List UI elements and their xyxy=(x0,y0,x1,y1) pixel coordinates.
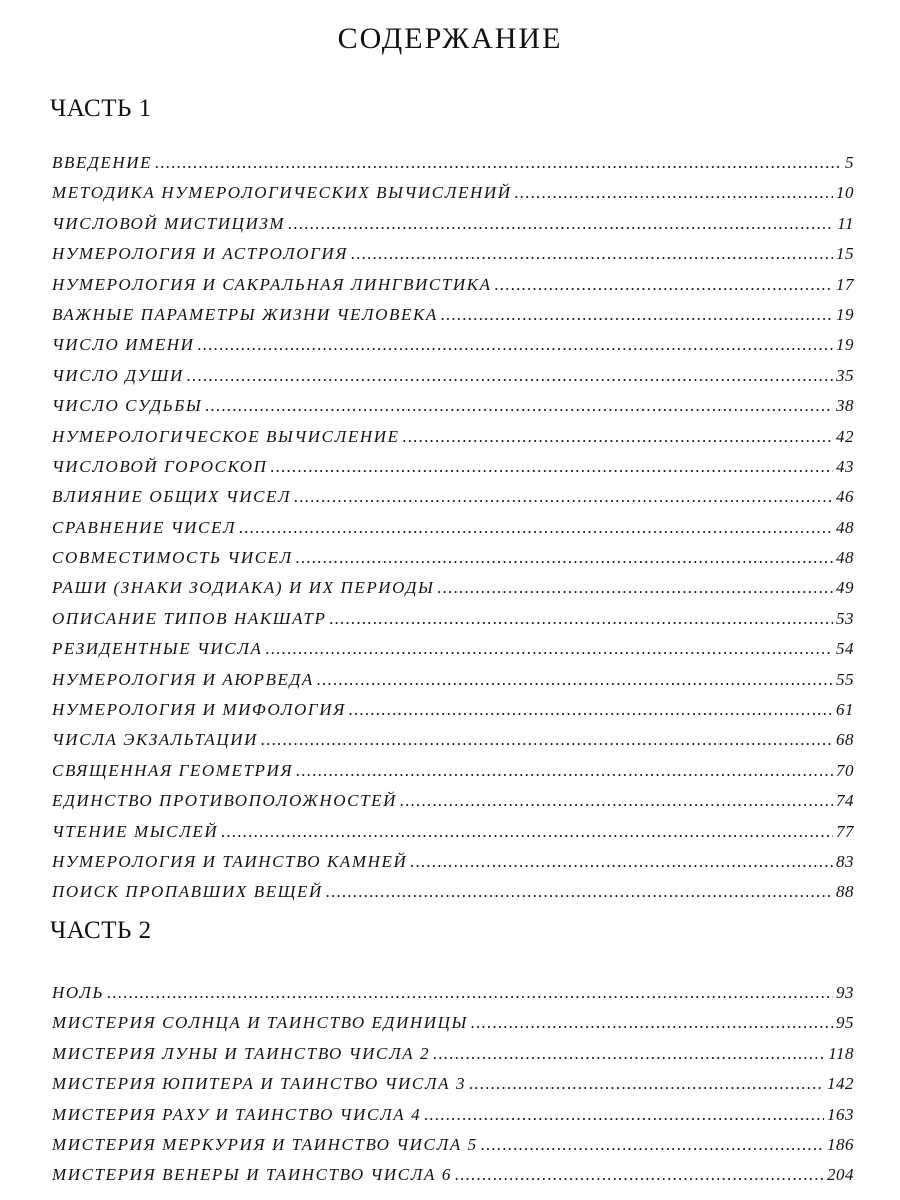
toc-entry-page-number: 77 xyxy=(836,821,854,841)
toc-entry[interactable] xyxy=(52,1074,854,1104)
toc-entry-page-number: 48 xyxy=(836,517,854,537)
toc-entry-page-number: 49 xyxy=(836,578,854,598)
toc-entry-page-number: 19 xyxy=(836,335,854,355)
dot-leader xyxy=(349,700,833,720)
toc-entry-page-number: 61 xyxy=(836,700,854,720)
toc-entry-title: ЧИСЛО СУДЬБЫ xyxy=(52,396,203,416)
toc-entry-page-number: 46 xyxy=(836,487,854,507)
toc-entry[interactable] xyxy=(52,1165,854,1195)
toc-entry[interactable] xyxy=(52,335,854,365)
toc-entry-title: ЕДИНСТВО ПРОТИВОПОЛОЖНОСТЕЙ xyxy=(52,791,398,811)
dot-leader xyxy=(403,427,833,447)
dot-leader xyxy=(266,639,833,659)
dot-leader xyxy=(471,1013,833,1033)
toc-entry[interactable] xyxy=(52,1135,854,1165)
dot-leader xyxy=(329,609,833,629)
toc-entry-page-number: 93 xyxy=(836,983,854,1002)
toc-entry-title: НУМЕРОЛОГИЯ И ТАИНСТВО КАМНЕЙ xyxy=(52,851,408,871)
toc-entry[interactable] xyxy=(52,183,854,213)
dot-leader xyxy=(455,1165,824,1185)
toc-entry-page-number: 142 xyxy=(827,1074,854,1094)
toc-entry-title: ЧТЕНИЕ МЫСЛЕЙ xyxy=(52,821,219,841)
toc-entry-title: ВЛИЯНИЕ ОБЩИХ ЧИСЕЛ xyxy=(52,487,292,507)
toc-entry-page-number: 19 xyxy=(836,304,854,324)
toc-entry[interactable] xyxy=(52,761,854,791)
toc-entry-title: СОВМЕСТИМОСТЬ ЧИСЕЛ xyxy=(52,548,293,568)
toc-entry-title: МИСТЕРИЯ РАХУ И ТАИНСТВО ЧИСЛА 4 xyxy=(52,1104,422,1124)
toc-entry[interactable] xyxy=(52,1013,854,1043)
toc-entry-title: НУМЕРОЛОГИЧЕСКОЕ ВЫЧИСЛЕНИЕ xyxy=(52,426,400,446)
toc-entry[interactable] xyxy=(52,791,854,821)
part-2-toc-list xyxy=(52,983,854,1196)
toc-entry-page-number: 17 xyxy=(836,274,854,294)
dot-leader xyxy=(239,518,833,538)
toc-entry[interactable] xyxy=(52,609,854,639)
toc-entry[interactable] xyxy=(52,244,854,274)
dot-leader xyxy=(296,761,833,781)
toc-entry[interactable] xyxy=(52,639,854,669)
toc-entry[interactable] xyxy=(52,396,854,426)
toc-entry-title: НУМЕРОЛОГИЯ И МИФОЛОГИЯ xyxy=(52,700,346,720)
dot-leader xyxy=(205,396,833,416)
toc-entry[interactable] xyxy=(52,457,854,487)
toc-entry-page-number: 204 xyxy=(827,1165,854,1185)
toc-entry-title: ЧИСЛА ЭКЗАЛЬТАЦИИ xyxy=(52,730,259,750)
dot-leader xyxy=(515,183,833,203)
toc-entry-page-number: 70 xyxy=(836,760,854,780)
dot-leader xyxy=(107,983,833,1003)
toc-entry-page-number: 68 xyxy=(836,730,854,750)
toc-entry-page-number: 48 xyxy=(836,548,854,568)
dot-leader xyxy=(294,487,833,507)
toc-entry-page-number: 38 xyxy=(836,396,854,416)
toc-entry[interactable] xyxy=(52,427,854,457)
dot-leader xyxy=(481,1135,824,1155)
part-2-heading: ЧАСТЬ 2 xyxy=(50,917,152,944)
toc-entry-page-number: 53 xyxy=(836,608,854,628)
toc-entry-title: МИСТЕРИЯ МЕРКУРИЯ И ТАИНСТВО ЧИСЛА 5 xyxy=(52,1134,478,1154)
dot-leader xyxy=(424,1105,824,1125)
toc-entry-page-number: 15 xyxy=(836,244,854,264)
toc-entry-page-number: 43 xyxy=(836,456,854,476)
toc-entry-page-number: 55 xyxy=(836,669,854,689)
dot-leader xyxy=(410,852,833,872)
toc-entry-page-number: 88 xyxy=(836,882,854,902)
page-title: СОДЕРЖАНИЕ xyxy=(337,22,563,55)
toc-entry-title: МЕТОДИКА НУМЕРОЛОГИЧЕСКИХ ВЫЧИСЛЕНИЙ xyxy=(52,183,512,203)
toc-entry-title: НУМЕРОЛОГИЯ И АЮРВЕДА xyxy=(52,669,314,689)
toc-entry[interactable] xyxy=(52,305,854,335)
toc-entry-title: МИСТЕРИЯ ЛУНЫ И ТАИНСТВО ЧИСЛА 2 xyxy=(52,1043,431,1063)
toc-entry-page-number: 95 xyxy=(836,1013,854,1033)
dot-leader xyxy=(433,1044,825,1064)
toc-entry-page-number: 186 xyxy=(827,1134,854,1154)
dot-leader xyxy=(288,214,834,234)
toc-entry[interactable] xyxy=(52,1044,854,1074)
toc-entry-page-number: 54 xyxy=(836,639,854,659)
toc-entry-title: РЕЗИДЕНТНЫЕ ЧИСЛА xyxy=(52,639,263,659)
toc-entry[interactable] xyxy=(52,1105,854,1135)
dot-leader xyxy=(469,1074,824,1094)
toc-entry-title: ВВЕДЕНИЕ xyxy=(52,153,153,172)
toc-entry-title: СВЯЩЕННАЯ ГЕОМЕТРИЯ xyxy=(52,760,294,780)
toc-entry-title: ЧИСЛОВОЙ МИСТИЦИЗМ xyxy=(52,213,286,233)
dot-leader xyxy=(326,882,833,902)
toc-entry[interactable] xyxy=(52,518,854,548)
toc-entry[interactable] xyxy=(52,730,854,760)
dot-leader xyxy=(296,548,833,568)
toc-entry[interactable] xyxy=(52,670,854,700)
toc-entry-page-number: 35 xyxy=(836,365,854,385)
toc-entry[interactable] xyxy=(52,366,854,396)
toc-entry-page-number: 42 xyxy=(836,426,854,446)
toc-entry-title: МИСТЕРИЯ ЮПИТЕРА И ТАИНСТВО ЧИСЛА 3 xyxy=(52,1074,467,1094)
toc-entry[interactable] xyxy=(52,548,854,578)
part-1-heading: ЧАСТЬ 1 xyxy=(50,95,152,122)
part-1-toc-list xyxy=(52,153,854,913)
toc-entry[interactable] xyxy=(52,275,854,305)
toc-entry[interactable] xyxy=(52,822,854,852)
toc-entry-page-number: 11 xyxy=(837,213,854,233)
toc-entry-page-number: 74 xyxy=(836,791,854,811)
dot-leader xyxy=(351,244,833,264)
toc-entry-page-number: 5 xyxy=(845,153,854,172)
toc-entry-title: ЧИСЛОВОЙ ГОРОСКОП xyxy=(52,456,268,476)
dot-leader xyxy=(495,275,833,295)
toc-entry-page-number: 10 xyxy=(836,183,854,203)
toc-entry[interactable] xyxy=(52,700,854,730)
toc-entry[interactable] xyxy=(52,882,854,912)
toc-entry-title: ЧИСЛО ДУШИ xyxy=(52,365,184,385)
toc-entry[interactable] xyxy=(52,578,854,608)
toc-entry-page-number: 118 xyxy=(828,1043,854,1063)
dot-leader xyxy=(400,791,833,811)
toc-entry-page-number: 83 xyxy=(836,851,854,871)
toc-entry[interactable] xyxy=(52,983,854,1013)
dot-leader xyxy=(317,670,833,690)
toc-entry-title: НУМЕРОЛОГИЯ И САКРАЛЬНАЯ ЛИНГВИСТИКА xyxy=(52,274,492,294)
toc-entry-title: НОЛЬ xyxy=(52,983,105,1002)
dot-leader xyxy=(198,335,833,355)
toc-entry-title: ПОИСК ПРОПАВШИХ ВЕЩЕЙ xyxy=(52,882,323,902)
dot-leader xyxy=(441,305,833,325)
toc-entry-page-number: 163 xyxy=(827,1104,854,1124)
dot-leader xyxy=(187,366,833,386)
toc-entry-title: ЧИСЛО ИМЕНИ xyxy=(52,335,195,355)
toc-entry-title: СРАВНЕНИЕ ЧИСЕЛ xyxy=(52,517,237,537)
dot-leader xyxy=(261,730,833,750)
toc-entry[interactable] xyxy=(52,153,854,183)
dot-leader xyxy=(270,457,833,477)
dot-leader xyxy=(437,578,833,598)
toc-entry-title: МИСТЕРИЯ ВЕНЕРЫ И ТАИНСТВО ЧИСЛА 6 xyxy=(52,1165,452,1185)
toc-entry[interactable] xyxy=(52,852,854,882)
toc-entry-title: ВАЖНЫЕ ПАРАМЕТРЫ ЖИЗНИ ЧЕЛОВЕКА xyxy=(52,304,438,324)
toc-entry-title: ОПИСАНИЕ ТИПОВ НАКШАТР xyxy=(52,608,327,628)
dot-leader xyxy=(221,822,833,842)
toc-entry[interactable] xyxy=(52,487,854,517)
dot-leader xyxy=(155,153,842,173)
toc-entry-title: НУМЕРОЛОГИЯ И АСТРОЛОГИЯ xyxy=(52,244,349,264)
toc-entry-title: МИСТЕРИЯ СОЛНЦА И ТАИНСТВО ЕДИНИЦЫ xyxy=(52,1013,468,1033)
toc-entry-title: РАШИ (ЗНАКИ ЗОДИАКА) И ИХ ПЕРИОДЫ xyxy=(52,578,435,598)
toc-entry[interactable] xyxy=(52,214,854,244)
